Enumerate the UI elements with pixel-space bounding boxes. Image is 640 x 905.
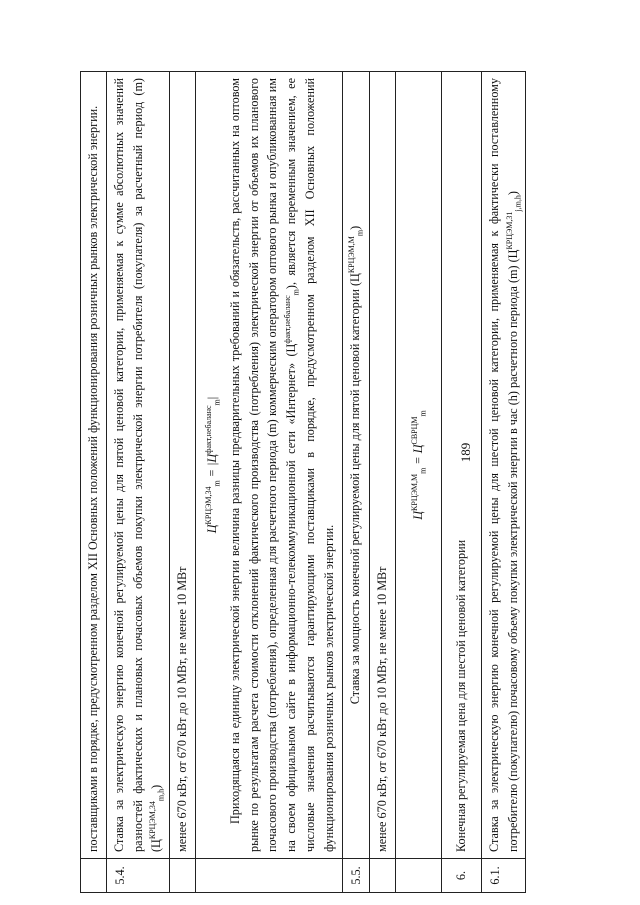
definition-text: Приходящаяся на единицу электрической энергии величина разницы предварительных требований и обязательств, рассчитанных на оптовом рынке по результатам расчета стоимости отклонений фактического производства (потребления) электрической энергии от объемов их планового почасового производства (потребления), определенная для расчетного периода (m) коммерческим оператором оптового рынка и опубликованная им на своем официальном сайте в информационно-телекоммуникационной сети «Интернет» (Ц: [227, 78, 299, 852]
table-row: [195, 72, 342, 893]
table-row: [170, 72, 196, 893]
symbol-subscript: j,m,h: [512, 195, 522, 212]
continued-text: поставщиками в порядке, предусмотренном разделом XII Основных положений функционирования розничных рынков электрической энергии.: [86, 105, 100, 852]
row-text: менее 670 кВт, от 670 кВт до 10 МВт, не менее 10 МВт: [370, 72, 396, 859]
symbol-subscript: m: [291, 289, 301, 296]
row-number: [396, 859, 442, 893]
symbol-superscript: КРЦЭМ,34: [148, 801, 158, 840]
formula-equals: = |Ц: [204, 453, 219, 481]
table-row: [81, 72, 107, 893]
formula-sup: КРЦЭМ,34: [203, 486, 213, 525]
symbol-superscript: КРЦЭМ,31: [504, 211, 514, 250]
row-number: 6.: [441, 859, 481, 893]
row-text: менее 670 кВт, от 670 кВт до 10 МВт, не менее 10 МВт: [170, 72, 196, 859]
formula: [399, 78, 438, 852]
formula-sup: СВРЦМ: [410, 416, 420, 445]
row-number: 6.1.: [481, 859, 526, 893]
formula-sub: m: [212, 399, 222, 406]
symbol-superscript: факт,небаланс: [283, 295, 293, 344]
formula: [199, 78, 226, 852]
formula-bar: |: [204, 396, 219, 400]
formula-symbol: Ц: [204, 524, 219, 534]
row-number: [370, 859, 396, 893]
row-text: Конечная регулируемая цена для шестой ценовой категории: [441, 72, 481, 859]
row-text: [481, 72, 526, 859]
formula-sup: КРЦЭМ,М: [410, 473, 420, 511]
table-row: [396, 72, 442, 893]
row-number: [195, 859, 342, 893]
rate-description: Ставка за электрическую энергию конечной регулируемой цены для шестой ценовой категории, применяемая к фактически поставленному потребителю (покупателю) почасовому объему покупки электрической энергии в час (h) расчетного периода (m) (Ц: [486, 78, 520, 852]
closing-paren: ): [505, 191, 520, 196]
table-row: [342, 72, 370, 893]
tariff-table: [80, 71, 526, 893]
row-number: [81, 859, 107, 893]
row-text: [396, 72, 442, 859]
table-row: [106, 72, 169, 893]
formula-symbol: Ц: [411, 510, 426, 520]
table-row: [481, 72, 526, 893]
symbol-subscript: m,h: [156, 788, 166, 802]
formula-sub: m: [418, 467, 428, 474]
formula-sub: m: [212, 480, 222, 487]
rate-description: Ставка за мощность конечной регулируемой цены для пятой ценовой категории (Ц: [347, 273, 362, 705]
table-row: [441, 72, 481, 893]
formula-sup: факт,небаланс: [203, 405, 213, 454]
formula-sub: m: [418, 410, 428, 417]
formula-equals: = Ц: [411, 444, 426, 468]
page-number: 189: [458, 442, 473, 463]
closing-paren: ): [347, 225, 362, 230]
row-text: [106, 72, 169, 859]
definition-tail: ), является переменным значением, ее числовые значения расчитываются гарантирующими поставщиками в порядке, предусмотренном разделом XII Основных положений функционирования розничных рынков электрической энергии.: [284, 78, 336, 852]
symbol-superscript: КРЦЭМ,М: [346, 236, 356, 274]
row-text: [195, 72, 342, 859]
row-number: 5.4.: [106, 859, 169, 893]
row-text: [342, 72, 370, 859]
symbol-subscript: m: [355, 229, 364, 237]
row-number: [170, 859, 196, 893]
table-row: [370, 72, 396, 893]
rate-description: Ставка за электрическую энергию конечной регулируемой цены для пятой ценовой категории, применяемая к сумме абсолютных значений разностей фактических и плановых почасовых объемов покупки электрической энергии потребителя (покупателя) за расчетный период (m) (Ц: [111, 78, 164, 852]
row-number: 5.5.: [342, 859, 370, 893]
closing-paren: ): [149, 784, 164, 789]
row-text: [81, 72, 107, 859]
